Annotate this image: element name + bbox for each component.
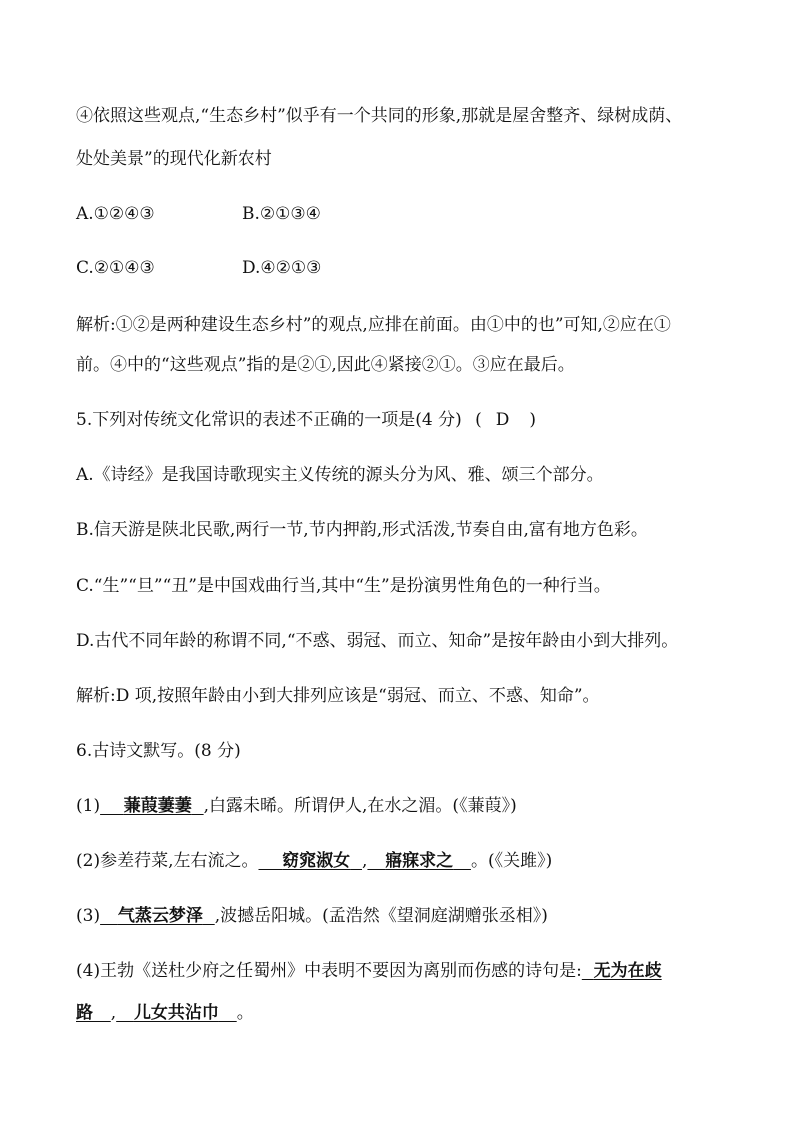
q4-analysis-line2: 前。④中的“这些观点”指的是②①,因此④紧接②①。③应在最后。 xyxy=(76,355,575,375)
q5-option-b: B.信天游是陕北民歌,两行一节,节内押韵,形式活泼,节奏自由,富有地方色彩。 xyxy=(76,520,648,540)
q4-option-d: D.④②①③ xyxy=(242,258,322,278)
q6-s2-comma: , xyxy=(362,851,368,871)
q5-option-d: D.古代不同年龄的称谓不同,“不惑、弱冠、而立、知命”是按年龄由小到大排列。 xyxy=(76,631,679,651)
q5-option-a: A.《诗经》是我国诗歌现实主义传统的源头分为风、雅、颂三个部分。 xyxy=(76,465,604,485)
q5-answer: D xyxy=(495,410,510,430)
q6-s2-suffix: 。(《关雎》) xyxy=(470,851,553,871)
q6-s4-comma: , xyxy=(110,1003,117,1023)
q6-sentence-4-line1 xyxy=(76,959,726,983)
q4-option-a: A.①②④③ xyxy=(76,204,155,224)
q5-option-c: C.“生”“旦”“丑”是中国戏曲行当,其中“生”是扮演男性角色的一种行当。 xyxy=(76,576,611,596)
q6-sentence-4-line2 xyxy=(76,1001,726,1025)
q5-stem-line xyxy=(76,408,726,432)
q5-answer-open: ( xyxy=(475,410,482,430)
q6-s4-prefix: (4)王勃《送杜少府之任蜀州》中表明不要因为离别而伤感的诗句是: xyxy=(76,961,582,981)
q4-option-b: B.②①③④ xyxy=(242,204,321,224)
q4-analysis-line1: 解析:①②是两种建设生态乡村”的观点,应排在前面。由①中的也”可知,②应在① xyxy=(76,315,671,335)
q6-s1-prefix: (1) xyxy=(76,796,101,816)
q4-option-c: C.②①④③ xyxy=(76,258,155,278)
q6-s3-prefix: (3) xyxy=(76,906,101,926)
q5-stem: 5.下列对传统文化常识的表述不正确的一项是(4 分) xyxy=(76,410,462,430)
q6-s4-answer1b: 路 xyxy=(76,1003,93,1023)
q5-answer-close: ) xyxy=(529,410,537,430)
q6-sentence-3 xyxy=(76,904,726,928)
q5-analysis: 解析:D 项,按照年龄由小到大排列应该是“弱冠、而立、不惑、知命”。 xyxy=(76,686,600,706)
q6-s4-answer2: 儿女共沾巾 xyxy=(133,1003,219,1023)
q6-s3-answer: 气蒸云梦泽 xyxy=(117,906,203,926)
q6-s2-answer1: 窈窕淑女 xyxy=(282,851,351,871)
q6-s4-answer1a: 无为在歧 xyxy=(593,961,662,981)
q6-s4-end: 。 xyxy=(236,1003,254,1023)
q6-s1-suffix: ,白露未晞。所谓伊人,在水之湄。(《蒹葭》) xyxy=(203,796,517,816)
q4-item4-line2: 处处美景”的现代化新农村 xyxy=(76,149,272,169)
q6-s1-answer: 蒹葭萋萋 xyxy=(123,796,192,816)
q6-sentence-1 xyxy=(76,794,726,818)
q6-s3-suffix: ,波撼岳阳城。(孟浩然《望洞庭湖赠张丞相》) xyxy=(214,906,548,926)
q6-stem: 6.古诗文默写。(8 分) xyxy=(76,741,241,761)
q4-item4-line1: ④依照这些观点,“生态乡村”似乎有一个共同的形象,那就是屋舍整齐、绿树成荫、 xyxy=(76,106,683,126)
q6-s2-prefix: (2)参差荇菜,左右流之。 xyxy=(76,851,259,871)
q6-sentence-2 xyxy=(76,849,726,873)
q6-s2-answer2: 寤寐求之 xyxy=(385,851,454,871)
